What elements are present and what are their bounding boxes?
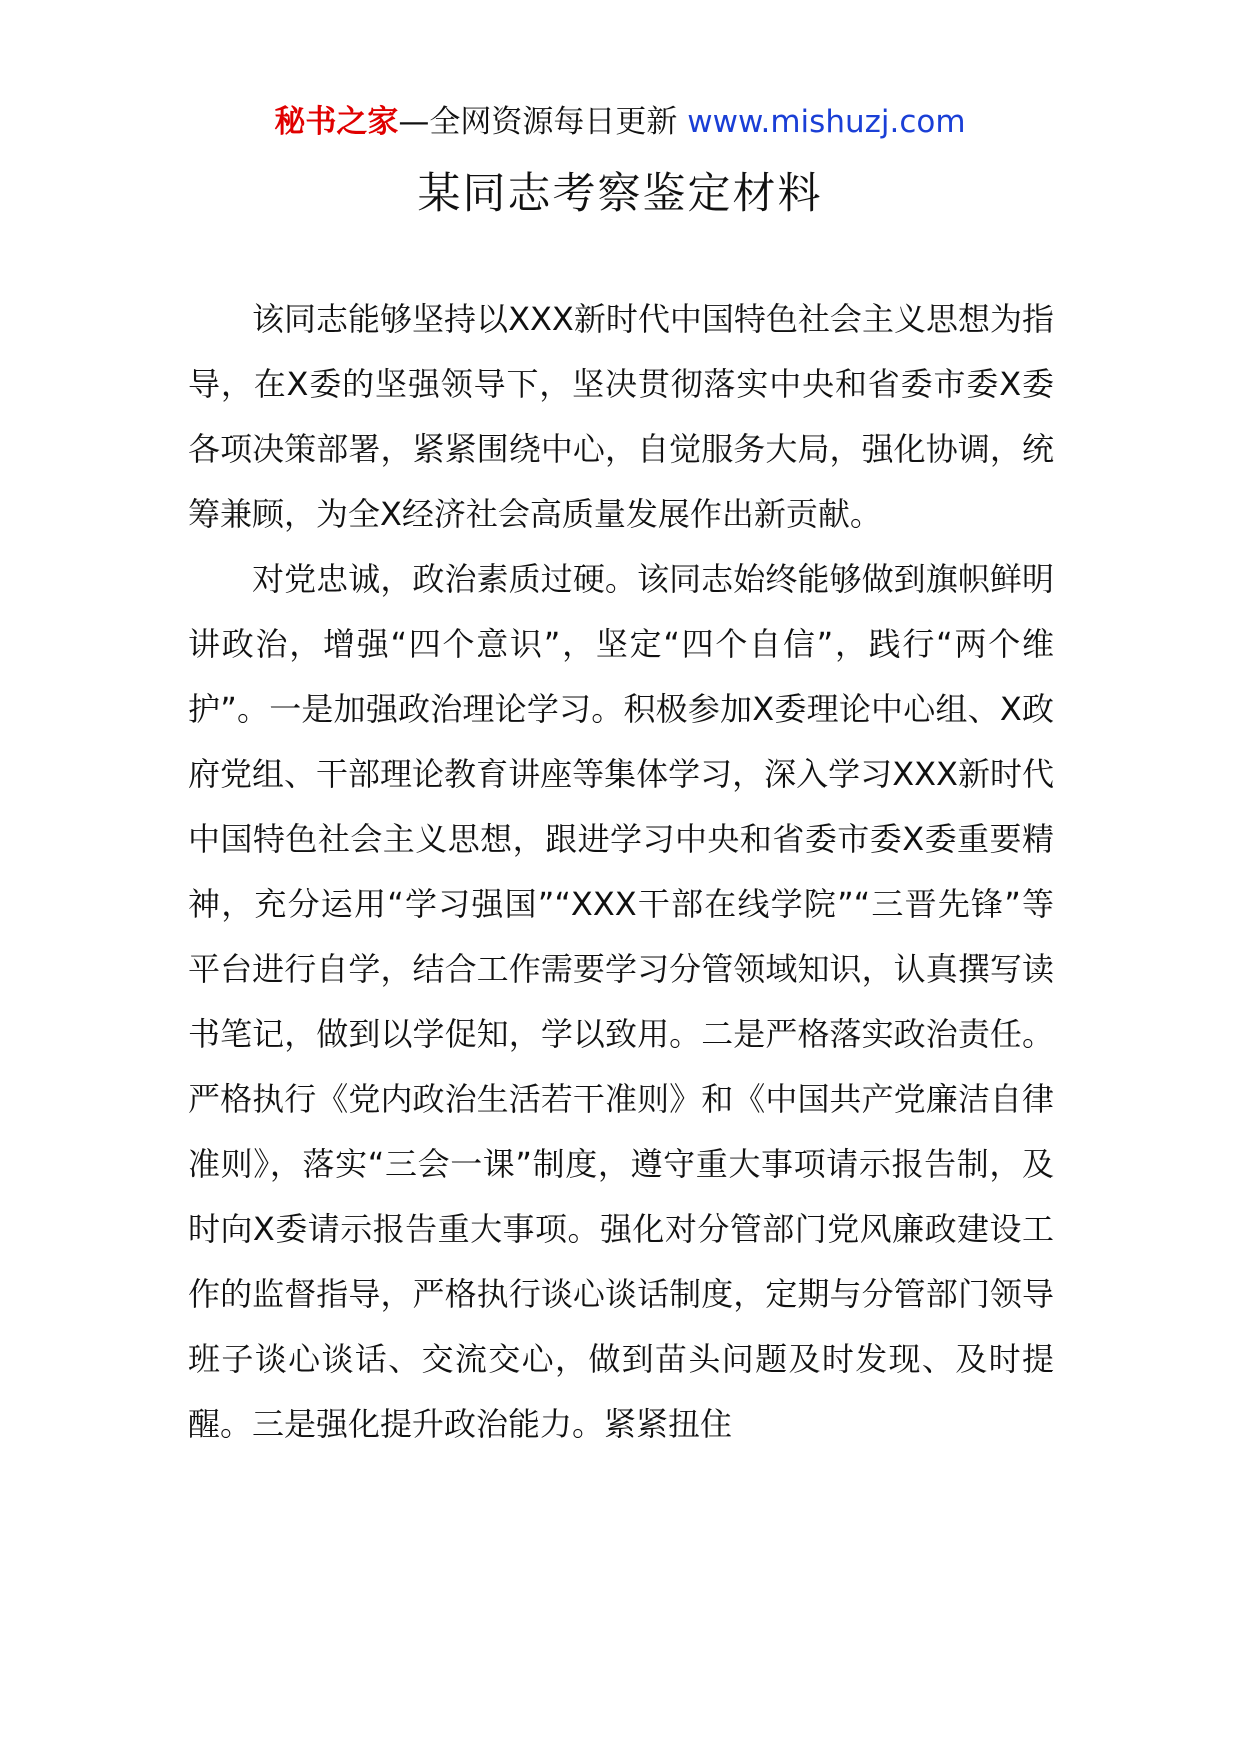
header-tagline: —全网资源每日更新 (398, 104, 688, 140)
brand-name: 秘书之家 (274, 104, 399, 140)
paragraph-political-quality: 对党忠诚，政治素质过硬。该同志始终能够做到旗帜鲜明讲政治，增强“四个意识”，坚定“四个自信”，践行“两个维护”。一是加强政治理论学习。积极参加X委理论中心组、X政府党组、干部理论教育讲座等集体学习，深入学习XXX新时代中国特色社会主义思想，跟进学习中央和省委市委X委重要精神，充分运用“学习强国”“XXX干部在线学院”“三晋先锋”等平台进行自学，结合工作需要学习分管领域知识，认真撰写读书笔记，做到以学促知，学以致用。二是严格落实政治责任。严格执行《党内政治生活若干准则》和《中国共产党廉洁自律准则》，落实“三会一课”制度，遵守重大事项请示报告制，及时向X委请示报告重大事项。强化对分管部门党风廉政建设工作的监督指导，严格执行谈心谈话制度，定期与分管部门领导班子谈心谈话、交流交心，做到苗头问题及时发现、及时提醒。三是强化提升政治能力。紧紧扭住 (188, 560, 1054, 1443)
site-header (0, 100, 1240, 144)
document-body (188, 287, 1054, 1457)
site-url: www.mishuzj.com (687, 104, 966, 140)
paragraph-intro: 该同志能够坚持以XXX新时代中国特色社会主义思想为指导，在X委的坚强领导下，坚决贯彻落实中央和省委市委X委各项决策部署，紧紧围绕中心，自觉服务大局，强化协调，统筹兼顾，为全X经济社会高质量发展作出新贡献。 (188, 300, 1054, 533)
document-title: 某同志考察鉴定材料 (417, 169, 823, 219)
